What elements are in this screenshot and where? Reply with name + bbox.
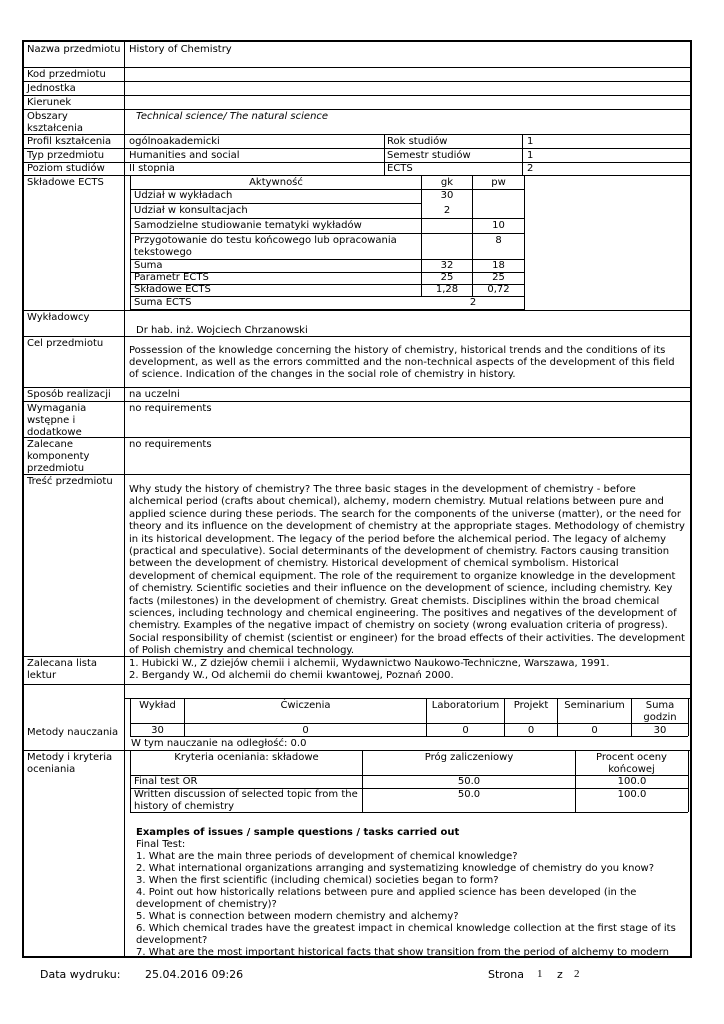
label-direction: Kierunek: [27, 97, 72, 108]
examples-intro: Final Test:: [136, 839, 186, 850]
teaching-remote: W tym nauczanie na odległość: 0.0: [131, 738, 307, 749]
recommended-value: no requirements: [129, 439, 212, 450]
ects-label: ECTS: [387, 163, 413, 174]
ects-total-value: 2: [469, 297, 477, 308]
assessment-row-component: Final test OR: [134, 776, 198, 787]
label-ects: Składowe ECTS: [27, 177, 104, 188]
literature-item: 2. Bergandy W., Od alchemii do chemii kwantowej, Poznań 2000.: [129, 670, 454, 681]
ects-row-activity: Udział w wykładach: [134, 190, 233, 201]
method-realization-value: na uczelni: [129, 389, 180, 400]
level-value: II stopnia: [129, 163, 175, 174]
ects-row-gk: 25: [440, 272, 454, 283]
type-value: Humanities and social: [129, 150, 240, 161]
content-value: Why study the history of chemistry? The three basic stages in the development of chemistry - before alchemical period (crafts about chemical), alchemy, modern chemistry. Mutual relations between pure and applied science during these periods. The search for the components of the universe (matter), or the need for theory and its influence on the development of chemistry at the appropriate stages. Methodology of chemistry in its historical development. The legacy of the period before the alchemical period. The legacy of alchemy (practical and speculative). Social determinants of the development of chemistry. Factors causing transition between the development of chemistry. Historical development of chemical symbolism. Historical development of chemical equipment. The role of the requirement to organize knowledge in the development of chemistry. Scientific societies and their influence on the development of science, including chemistry. Key facts (milestones) in the development of chemistry. Great chemists. Disciplines within the broad chemical sciences, including technology and chemical engineering. The positives and negatives of the development of chemistry. Examples of the negative impact of chemistry on society (wrong evaluation criteria of progress). Social responsibility of chemist (scientist or engineer) for the broad effects of their activities. The development of Polish chemistry and chemical technology.: [129, 484, 685, 657]
label-recommended: Zalecane komponenty przedmiotu: [27, 439, 90, 474]
question-item: 4. Point out how historically relations between pure and applied science has been developed (in the development of chemistry)?: [136, 887, 637, 910]
label-assessment: Metody i kryteria oceniania: [27, 752, 113, 775]
assessment-row-component: Written discussion of selected topic from the history of chemistry: [134, 789, 358, 812]
ects-value: 2: [527, 163, 534, 174]
teaching-value: 30: [653, 725, 667, 736]
assessment-row-percent: 100.0: [617, 776, 647, 787]
teaching-value: 0: [591, 725, 598, 736]
page-number: 1: [537, 968, 543, 980]
ects-row-pw: 18: [492, 260, 505, 271]
label-level: Poziom studiów: [27, 163, 105, 174]
label-teaching: Metody nauczania: [27, 727, 119, 738]
areas-value: Technical science/ The natural science: [136, 111, 329, 122]
ects-row-activity: Samodzielne studiowanie tematyki wykładów: [134, 220, 362, 231]
page-total: 2: [574, 968, 580, 980]
questions-list: [136, 851, 681, 959]
goal-value: Possession of the knowledge concerning the history of chemistry, historical trends and the conditions of its development, as well as the errors committed and the non-technical aspects of the development of this field of science. Indication of the changes in the social role of chemistry in history.: [129, 345, 675, 380]
ects-row-gk: 32: [440, 260, 454, 271]
question-item: 6. Which chemical trades have the greatest impact in chemical knowledge collection at the first stage of its development?: [136, 923, 676, 946]
ects-row-gk: 2: [443, 205, 451, 216]
label-type: Typ przedmiotu: [27, 150, 105, 161]
assessment-header-threshold: Próg zaliczeniowy: [424, 752, 514, 763]
question-item: 2. What international organizations arranging and systematizing knowledge of chemistry do you know?: [136, 863, 655, 874]
label-method-realization: Sposób realizacji: [27, 389, 111, 400]
label-prerequisites: Wymagania wstępne i dodatkowe: [27, 403, 87, 438]
teaching-value: 0: [462, 725, 469, 736]
question-item: 5. What is connection between modern chemistry and alchemy?: [136, 911, 459, 922]
assessment-header-component: Kryteria oceniania: składowe: [174, 752, 319, 763]
label-course-name: Nazwa przedmiotu: [27, 44, 121, 55]
question-item: 1. What are the main three periods of development of chemical knowledge?: [136, 851, 518, 862]
course-name-value: History of Chemistry: [129, 44, 232, 55]
question-item: 7. What are the most important historical facts that show transition from the period of alchemy to modern: [136, 947, 669, 958]
ects-row-pw: 0,72: [487, 284, 510, 295]
label-literature: Zalecana lista lektur: [27, 658, 97, 681]
print-date-value: 25.04.2016 09:26: [145, 968, 244, 981]
page-of: z: [557, 968, 563, 981]
ects-row-activity: Udział w konsultacjach: [134, 205, 248, 216]
semester-value: 1: [527, 150, 534, 161]
ects-row-activity: Suma: [134, 260, 163, 271]
lecturer-value: Dr hab. inż. Wojciech Chrzanowski: [136, 325, 308, 336]
assessment-header-percent: Procent oceny końcowej: [596, 752, 667, 775]
print-date-label: Data wydruku:: [40, 968, 121, 981]
ects-header-gk: gk: [440, 177, 454, 188]
examples-title: Examples of issues / sample questions / tasks carried out: [136, 827, 460, 838]
prerequisites-value: no requirements: [129, 403, 212, 414]
profile-value: ogólnoakademicki: [129, 136, 220, 147]
label-areas: Obszary kształcenia: [27, 111, 84, 134]
literature-item: 1. Hubicki W., Z dziejów chemii i alchemii, Wydawnictwo Naukowo-Techniczne, Warszawa, 1991.: [129, 658, 610, 669]
label-profile: Profil kształcenia: [27, 136, 112, 147]
ects-row-gk: 1,28: [435, 284, 459, 295]
teaching-header: Laboratorium: [431, 700, 500, 711]
teaching-header: Projekt: [513, 700, 549, 711]
teaching-header: Ćwiczenia: [280, 700, 331, 711]
year-label: Rok studiów: [387, 136, 448, 147]
ects-row-activity: Parametr ECTS: [134, 272, 209, 283]
ects-row-pw: 8: [495, 235, 502, 246]
ects-row-pw: 10: [492, 220, 505, 231]
year-value: 1: [527, 136, 534, 147]
label-content: Treść przedmiotu: [27, 476, 113, 487]
ects-header-pw: pw: [491, 177, 506, 188]
question-item: 3. When the first scientific (including chemical) societies began to form?: [136, 875, 499, 886]
teaching-value: 30: [151, 725, 164, 736]
ects-row-pw: 25: [492, 272, 505, 283]
teaching-header: Wykład: [139, 700, 176, 711]
label-goal: Cel przedmiotu: [27, 338, 104, 349]
ects-total-label: Suma ECTS: [134, 297, 192, 308]
assessment-row-threshold: 50.0: [457, 776, 481, 787]
teaching-value: 0: [527, 725, 535, 736]
assessment-row-threshold: 50.0: [457, 789, 481, 800]
label-course-code: Kod przedmiotu: [27, 69, 106, 80]
ects-row-activity: Przygotowanie do testu końcowego lub opracowania tekstowego: [134, 235, 397, 258]
syllabus-table: [22, 40, 692, 958]
teaching-value: 0: [302, 725, 309, 736]
semester-label: Semestr studiów: [387, 150, 471, 161]
ects-row-gk: 30: [440, 190, 454, 201]
ects-header-activity: Aktywność: [249, 177, 303, 188]
teaching-header: Suma godzin: [643, 700, 677, 723]
label-lecturers: Wykładowcy: [27, 312, 90, 323]
label-unit: Jednostka: [27, 83, 76, 94]
ects-row-activity: Składowe ECTS: [134, 284, 211, 295]
page-label: Strona: [488, 968, 525, 981]
assessment-row-percent: 100.0: [617, 789, 647, 800]
teaching-header: Seminarium: [564, 700, 625, 711]
